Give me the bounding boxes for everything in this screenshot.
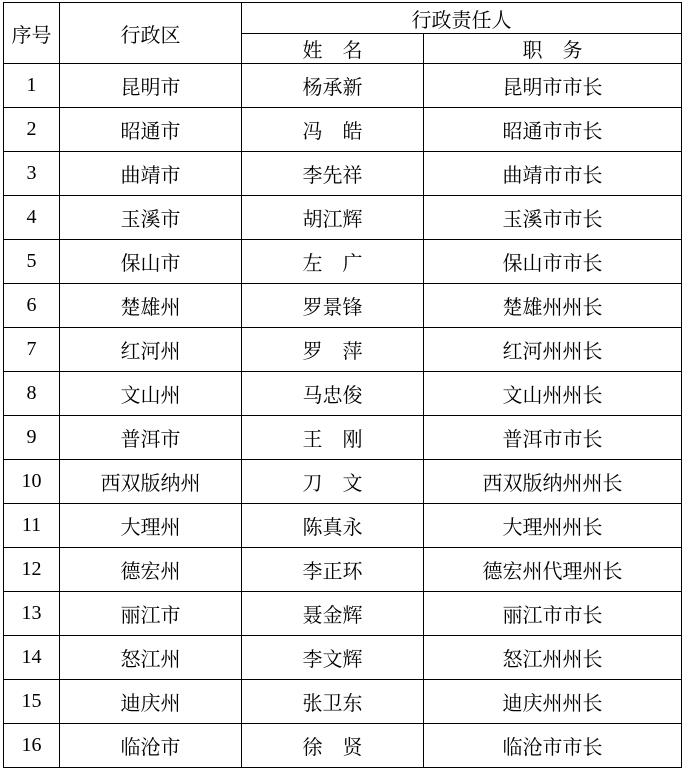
cell-region: 玉溪市: [60, 196, 242, 240]
cell-title: 红河州州长: [424, 328, 682, 372]
table-row: [4, 284, 682, 328]
cell-name: 罗景锋: [242, 284, 424, 328]
cell-index: 3: [4, 152, 60, 196]
cell-index: 16: [4, 724, 60, 768]
table-row: [4, 328, 682, 372]
cell-region: 昆明市: [60, 64, 242, 108]
cell-title: 保山市市长: [424, 240, 682, 284]
cell-name: 左 广: [242, 240, 424, 284]
table-row: [4, 416, 682, 460]
cell-title: 怒江州州长: [424, 636, 682, 680]
cell-name: 徐 贤: [242, 724, 424, 768]
cell-name: 李先祥: [242, 152, 424, 196]
table-row: [4, 504, 682, 548]
cell-title: 文山州州长: [424, 372, 682, 416]
cell-title: 昆明市市长: [424, 64, 682, 108]
cell-region: 迪庆州: [60, 680, 242, 724]
cell-name: 罗 萍: [242, 328, 424, 372]
cell-name: 刀 文: [242, 460, 424, 504]
cell-title: 楚雄州州长: [424, 284, 682, 328]
cell-region: 德宏州: [60, 548, 242, 592]
table-body: [4, 64, 682, 768]
header-region: 行政区: [60, 3, 242, 64]
cell-title: 大理州州长: [424, 504, 682, 548]
header-row-top: [4, 3, 682, 34]
cell-index: 5: [4, 240, 60, 284]
cell-name: 李正环: [242, 548, 424, 592]
cell-title: 临沧市市长: [424, 724, 682, 768]
cell-title: 玉溪市市长: [424, 196, 682, 240]
cell-index: 10: [4, 460, 60, 504]
cell-region: 临沧市: [60, 724, 242, 768]
cell-region: 保山市: [60, 240, 242, 284]
cell-name: 李文辉: [242, 636, 424, 680]
cell-name: 聂金辉: [242, 592, 424, 636]
cell-title: 丽江市市长: [424, 592, 682, 636]
table-row: [4, 548, 682, 592]
cell-name: 冯 皓: [242, 108, 424, 152]
table-row: [4, 196, 682, 240]
cell-index: 14: [4, 636, 60, 680]
cell-region: 大理州: [60, 504, 242, 548]
cell-index: 6: [4, 284, 60, 328]
table-row: [4, 636, 682, 680]
cell-index: 11: [4, 504, 60, 548]
cell-region: 楚雄州: [60, 284, 242, 328]
table-row: [4, 64, 682, 108]
header-seq: 序号: [4, 3, 60, 64]
header-title: 职 务: [424, 34, 682, 64]
table-row: [4, 372, 682, 416]
header-name: 姓 名: [242, 34, 424, 64]
cell-title: 昭通市市长: [424, 108, 682, 152]
cell-name: 王 刚: [242, 416, 424, 460]
cell-title: 曲靖市市长: [424, 152, 682, 196]
cell-region: 文山州: [60, 372, 242, 416]
table-row: [4, 152, 682, 196]
table-row: [4, 460, 682, 504]
cell-region: 曲靖市: [60, 152, 242, 196]
table-row: [4, 240, 682, 284]
table-row: [4, 108, 682, 152]
cell-name: 陈真永: [242, 504, 424, 548]
cell-index: 4: [4, 196, 60, 240]
cell-index: 15: [4, 680, 60, 724]
cell-name: 胡江辉: [242, 196, 424, 240]
cell-region: 西双版纳州: [60, 460, 242, 504]
cell-index: 2: [4, 108, 60, 152]
cell-title: 西双版纳州州长: [424, 460, 682, 504]
cell-index: 1: [4, 64, 60, 108]
table-row: [4, 724, 682, 768]
cell-region: 普洱市: [60, 416, 242, 460]
cell-name: 张卫东: [242, 680, 424, 724]
cell-region: 昭通市: [60, 108, 242, 152]
cell-index: 7: [4, 328, 60, 372]
cell-index: 8: [4, 372, 60, 416]
cell-region: 丽江市: [60, 592, 242, 636]
officials-table: [3, 2, 682, 768]
cell-region: 红河州: [60, 328, 242, 372]
table-row: [4, 680, 682, 724]
cell-title: 普洱市市长: [424, 416, 682, 460]
cell-index: 9: [4, 416, 60, 460]
cell-index: 13: [4, 592, 60, 636]
cell-name: 杨承新: [242, 64, 424, 108]
cell-name: 马忠俊: [242, 372, 424, 416]
table-header: [4, 3, 682, 64]
table-row: [4, 592, 682, 636]
cell-index: 12: [4, 548, 60, 592]
header-leader-group: 行政责任人: [242, 3, 682, 34]
cell-region: 怒江州: [60, 636, 242, 680]
cell-title: 德宏州代理州长: [424, 548, 682, 592]
cell-title: 迪庆州州长: [424, 680, 682, 724]
